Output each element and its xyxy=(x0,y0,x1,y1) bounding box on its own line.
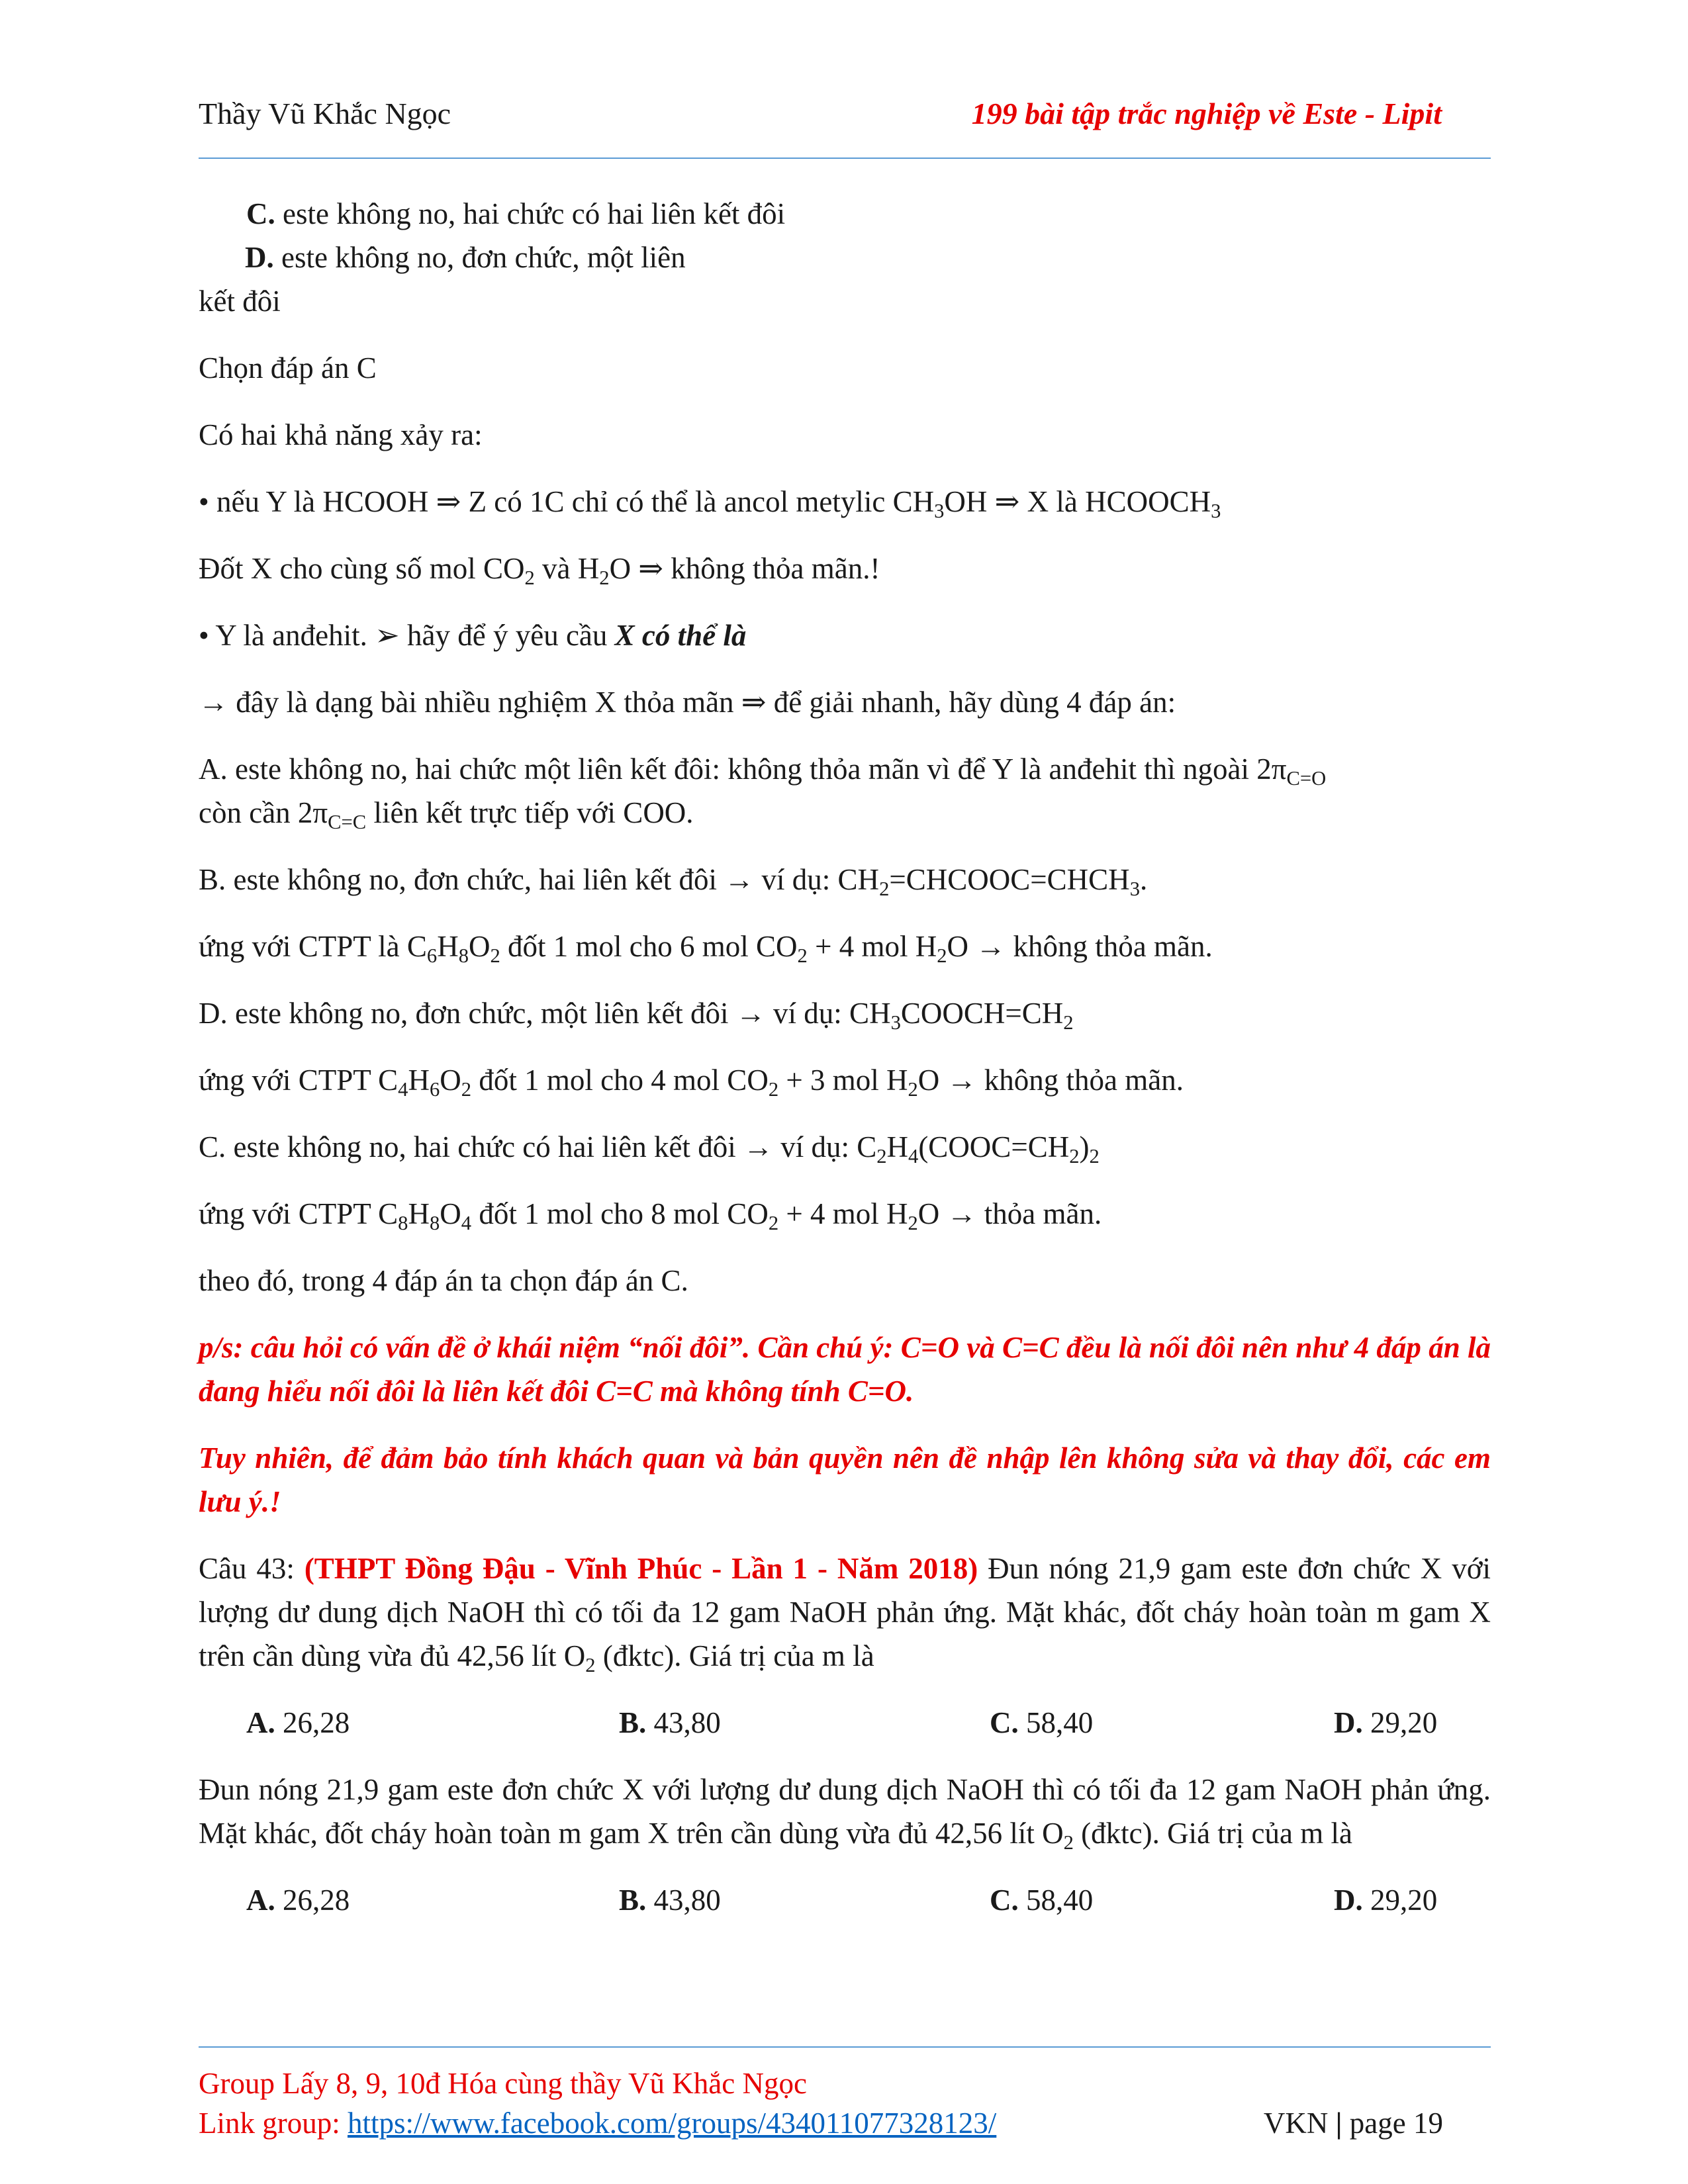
option-c: C. 58,40 xyxy=(990,1706,1094,1739)
option-b-analysis: B. este không no, đơn chức, hai liên kết đôi → ví dụ: $CH_2=CHCOOC=CHCH_3$. xyxy=(199,863,1148,901)
option-c: C. 58,40 xyxy=(990,1884,1094,1917)
option-c-analysis: C. este không no, hai chức có hai liên kết đôi → ví dụ: $C_2H_4(COOC=CH_2)_2$ xyxy=(199,1130,1100,1168)
option-d: D. 29,20 xyxy=(1334,1706,1438,1739)
question-43-repeat-options xyxy=(199,1878,1491,1922)
question-43-repeat: Đun nóng 21,9 gam este đơn chức X với lượng dư dung dịch NaOH thì có tối đa 12 gam NaOH phản ứng. Mặt khác, đốt cháy hoàn toàn m gam X trên cần dùng vừa đủ 42,56 lít $O_2$ (đktc). Giá trị của m là xyxy=(199,1773,1491,1854)
options-cd xyxy=(199,192,1491,323)
answer-line: Chọn đáp án C xyxy=(199,351,377,385)
conclusion-line: theo đó, trong 4 đáp án ta chọn đáp án C. xyxy=(199,1264,688,1297)
footer-divider xyxy=(199,2046,1491,2048)
option-a-analysis: A. este không no, hai chức một liên kết đôi: không thỏa mãn vì để Y là anđehit thì ngoài $2\pi_{C=O}$ còn cần $2\pi_{C=C}$ liên kết trực tiếp với COO. xyxy=(199,752,1327,834)
case1-line: • nếu Y là HCOOH ⇒ Z có 1C chỉ có thể là ancol metylic $CH_3OH$ ⇒ X là $HCOOCH_3$ xyxy=(199,485,1221,523)
opt-c-text: este không no, hai chức có hai liên kết đôi xyxy=(275,197,786,230)
option-b: B. 43,80 xyxy=(619,1706,721,1739)
page-header xyxy=(199,96,1489,142)
facebook-group-link[interactable]: https://www.facebook.com/groups/434011077328123/ xyxy=(347,2107,997,2140)
header-divider xyxy=(199,158,1491,159)
opt-d-label: D. xyxy=(245,241,274,274)
option-d: D. 29,20 xyxy=(1334,1884,1438,1917)
option-a: A. 26,28 xyxy=(246,1706,350,1739)
page-number: VKN | page 19 xyxy=(1263,2107,1443,2140)
opt-d-text: este không no, đơn chức, một liên xyxy=(273,241,686,274)
opt-c-label: C. xyxy=(246,197,275,230)
copyright-note: Tuy nhiên, để đảm bảo tính khách quan và bản quyền nên đề nhập lên không sửa và thay đổi, các em lưu ý.! xyxy=(199,1441,1491,1518)
intro-line: Có hai khả năng xảy ra: xyxy=(199,418,483,451)
case2-line: • Y là anđehit. ➢ hãy để ý yêu cầu X có thể là xyxy=(199,619,747,652)
opt-d-cont: kết đôi xyxy=(199,285,281,318)
option-b-formula: ứng với CTPT là $C_6H_8O_2$ đốt 1 mol cho 6 mol $CO_2 + 4$ mol $H_2O$ → không thỏa mãn. xyxy=(199,930,1213,968)
question-43-options xyxy=(199,1701,1491,1745)
option-c-formula: ứng với CTPT $C_8H_8O_4$ đốt 1 mol cho 8 mol $CO_2 + 4$ mol $H_2O$ → thỏa mãn. xyxy=(199,1197,1102,1235)
option-a: A. 26,28 xyxy=(246,1884,350,1917)
option-d-formula: ứng với CTPT $C_4H_6O_2$ đốt 1 mol cho 4 mol $CO_2 + 3$ mol $H_2O$ → không thỏa mãn. xyxy=(199,1064,1184,1101)
option-b: B. 43,80 xyxy=(619,1884,721,1917)
question-43: Câu 43: (THPT Đồng Đậu - Vĩnh Phúc - Lần 1 - Năm 2018) Đun nóng 21,9 gam este đơn chức X với lượng dư dung dịch NaOH thì có tối đa 12 gam NaOH phản ứng. Mặt khác, đốt cháy hoàn toàn m gam X trên cần dùng vừa đủ 42,56 lít $O_2$ (đktc). Giá trị của m là xyxy=(199,1552,1491,1677)
document-content xyxy=(199,192,1491,1945)
question-label: Câu 43: xyxy=(199,1552,305,1585)
question-source: (THPT Đồng Đậu - Vĩnh Phúc - Lần 1 - Năm 2018) xyxy=(304,1552,978,1585)
header-author: Thầy Vũ Khắc Ngọc xyxy=(199,97,451,130)
footer-link-label: Link group: xyxy=(199,2107,348,2140)
burn1-line: Đốt X cho cùng số mol $CO_2$ và $H_2O$ ⇒ không thỏa mãn.! xyxy=(199,552,880,590)
footer-group: Group Lấy 8, 9, 10đ Hóa cùng thầy Vũ Khắc Ngọc xyxy=(199,2067,807,2100)
page-footer xyxy=(199,2064,1491,2143)
option-d-analysis: D. este không no, đơn chức, một liên kết đôi → ví dụ: $CH_3COOCH=CH_2$ xyxy=(199,997,1074,1034)
header-title: 199 bài tập trắc nghiệp về Este - Lipit xyxy=(971,97,1442,130)
ps-note: p/s: câu hỏi có vấn đề ở khái niệm “nối đôi”. Cần chú ý: C=O và C=C đều là nối đôi nên như 4 đáp án là đang hiểu nối đôi là liên kết đôi C=C mà không tính C=O. xyxy=(199,1331,1491,1408)
arrow-line: → đây là dạng bài nhiều nghiệm X thỏa mãn ⇒ để giải nhanh, hãy dùng 4 đáp án: xyxy=(199,686,1176,719)
